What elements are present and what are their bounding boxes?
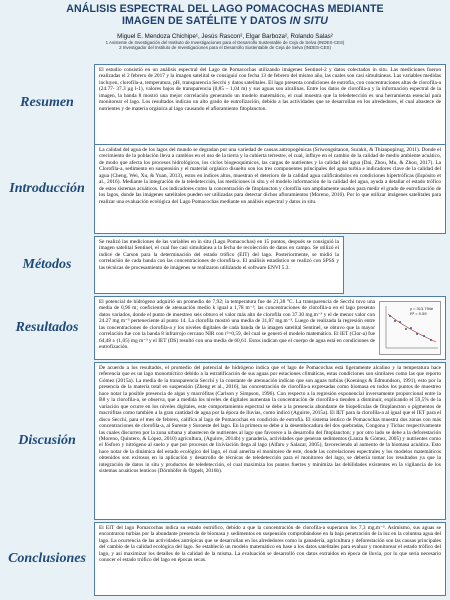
section-conclusiones xyxy=(0,522,450,596)
section-metodos xyxy=(0,236,450,294)
section-resultados xyxy=(0,296,450,360)
affiliation-2: 2 Investigador del Instituto de Investigaciones para el Desarrollo Sustentable de Ceja de Selva (INDES-CES) xyxy=(119,45,331,51)
regression-plot xyxy=(380,302,440,354)
title-line-2: IMAGEN DE SATÉLITE Y DATOS xyxy=(121,15,290,27)
section-text-discusion: De acuerdo a los resultados, el promedio del potencial de hidrógeno indica que el lago de Pomacochas está ligeramente alcalino y la temperatura hace referencia que es un lago monomíctico debido a la estratificación de sus aguas por estaciones climáticas, estas condiciones son similares como las que reporto Gómez (2015a). La media de la transparencia Secchi y la constante de atenuación indican que son aguas turbias (Koenings & Edmundson, 1991), esto por la presencia de la materia total en suspensión (Zheng et al., 2016), las concentración de clorofila-a expresadas como biomasa en todos los puntos de muestreo hace notar la posible presencia de algas y macrófitas (Carlson y Simpson, 1996). Con respecto a la regresión exponencial inversamente proporcional entre la B8 y la clorofila-a, se observa, que a medida los niveles de digitales aumentan la concentración de clorofila-a tienden a disminuir, explicando el 59,5% de la variación que ocurre en los niveles digitales, este comportamiento espectral se debe a la presencia abundante de biopelículas de fitoplancton o pigmentos de macrófitas como también a la gran cantidad de agua por la época de lluvias, como indicó (Aguirre, 2015a). El IET para la clorofila-a al igual que el IET para el disco Secchi, para el mes de febrero, califica al lago de Pomacochas en condición de eutrofia. El sistema lentico de Pomacochas muestra dos zonas con más concentraciones de clorofila-a, al Sureste y Suroeste del lago. En la primera se debe a la desembocadura del dos quebradas, Congona y Tichac respectivamente las cuales discurren por la zona urbana y abastecen de nutrientes al lago que favorece a la desarrollo del fitoplancton; y por otro lado se debe a la deforestación (Moreno, Quintero, & López, 2010) agricultura, (Aguirre, 2014b) y ganadería, actividades que generan sedimentos (Lanza & Gómez, 2005) y nutrientes como el fósforo y nitrógeno al suelo y que por procesos de lixiviación llega al lago (Alfaro y Salazar, 2005), favoreciendo al aumento de la biomasa acuática. Esto hace notar de la dinámica del estado ecológico del lago, el cual amerita el monitoreo de este, donde las correlaciones espectrales y los modelos matemáticos obtenidos son exitosos en la aplicación y desarrollo de técnicas de teledetección para el monitoreo del lago, se debería tomar los resultados ya que la integración de datos in situ y productos de teledetección, el cual maximiza los puntos fuertes y minimiza las debilidades existentes en la vigilancia de los sistemas acuáticos lenticos (Dörnhöfer & Oppelt, 2016b). xyxy=(94,362,446,520)
title-line-1: ANÁLISIS ESPECTRAL DEL LAGO POMACOCHAS MEDIANTE xyxy=(66,3,384,15)
regression-r2: R² = 0.59 xyxy=(410,311,427,316)
poster-title xyxy=(0,3,450,27)
section-label-metodos: Métodos xyxy=(22,257,72,272)
authors: Miguel E. Mendoza Chichipe¹, Jesús Rascon², Elgar Barboza², Rolando Salas² xyxy=(117,33,333,40)
section-label-resumen: Resumen xyxy=(20,95,74,110)
section-discusion xyxy=(0,362,450,520)
section-label-conclusiones: Conclusiones xyxy=(8,551,86,566)
poster-header xyxy=(0,0,450,58)
section-text-metodos: Se realizó las mediciones de las variables en in situ (Lago Pomacochas) en 15 puntos, después se consiguió la imagen satelital Sentinel, el cual fue casi simultánea a la fecha de recolección de datos en campo. Se utilizó el índice de Carson para la determinación del estado trófico (EIT) del lago. Posteriormente, se midió la correlación de cada banda con las concentraciones de clorofila-a. El análisis estadístico se realizó con SPSS y las técnicas de procesamiento de imágenes se realizaron utilizando el software ENVI 5.3. xyxy=(94,236,344,294)
section-label-resultados: Resultados xyxy=(15,320,79,335)
section-text-resumen: El estudio consistió en un análisis espectral del Lago de Pomacochas utilizando imágenes Sentinel-2 y datos colectados in situ. Las mediciones fueron realizadas el 2 febrero de 2017 y la imagen satelital se consiguió con fecha 13 de febrero del mismo año, las cuales son casi simultáneas. Las variables medidas incluyen, clorofila-a, temperatura, pH, transparencia Secchi y datos satelitales. El lago presenta condiciones de eutrofia, con concentraciones altas de clorofila-a (24.77- 37.3 µg l-1), valores bajos de transparencia (0,85 – 1,04 m) y sus aguas son alcalinas. Entre los datos de clorofila-a y la información espectral de la imagen, la banda 8 mostró una mejor correlación generando un modelo matemático, el cual muestra que la teledetección es una herramienta esencial para monitorear el lago. Los resultados indican un alto grado de eutrofización, debido a las actividades que se desarrollan en los alrededores, el cual abastece de nutrientes y de materia orgánica al lago causando el afloramiento fitoplancton. xyxy=(94,64,446,148)
section-text-resultados: El potencial de hidrógeno adquirió un promedio de 7,92; la temperatura fue de 21,38 °C. La transparencia de Secchi tuvo una media de 0,96 m; coeficiente de atenuación medio k igual a 1,78 m⁻¹; las concentraciones de clorofila-a en el lago presento datos variados, donde el punto de muestreo seis obtuvo el valor más alto de clorofila con 37.30 mg.m⁻³ y el de menor valor con 24.27 mg m⁻³ perteneciente al punto 14. La clorofila mostró una media de 31,87 mg.m⁻³. Luego de realizada la regresión entre las concentraciones de clorofila-a y los niveles digitales de cada banda de la imagen satelital Sentinel, se obtuvo que la mayor correlación fue con la banda 8 infrarrojo cercano NIR con r²=0,59, del cual se generó el modelo matemático. El IET (Clor-a) fue 64,48 ± (1,05) mg m⁻³ y el IET (DS) resultó con una media de 60,61. Estos indican que el cuerpo de agua está en condiciones de eutrofización. xyxy=(99,299,375,351)
section-label-introduccion: Introducción xyxy=(9,181,85,196)
section-introduccion xyxy=(0,144,450,234)
section-label-discusion: Discusión xyxy=(18,433,76,448)
section-text-introduccion: La calidad del agua de los lagos del mundo se degradan por una variedad de causas antropogénicas (Sriwongsitanon, Surakit, & Thianpopirug, 2011). Donde el crecimiento de la población lleva a cambios en el uso de la tierra y la cubierta terrestre, el cual, influye en el cambio de la calidad de medio ambiente acuático, de modo que afecta los procesos hidrológicos, los ciclos biogeoquímicos, las cargas de nutrientes y la calidad del agua (Dai, Zhou, Mu, & Zhou, 2017). La Clorofila-a, sedimento en suspensión y el material orgánico disuelto son los tres componentes principales del agua turbia e indicadores clave de la calidad del agua (Cheng, Wei, Xu, & Yuan, 2013), estos en índices altos, muestran el deterioro de la calidad agua calificándolos en condiciones hipertróficas (Espósito et al., 2016). Mediante la integración de la teledetección, las mediciones in situ y el modelo información de la calidad del agua, ayuda a detallar el estado trófico de estos sistemas acuáticos. Los indicadores como la concentración de fitoplancton y clorofila son ampliamente usados para medir el grado de eutrofización de los lagos, donde las imágenes satelitales pueden ser utilizadas para detectar dichos afloramientos (Moreno, 2016). Por lo que utilizar imágenes satelitales para realizar una evaluación ecológica del Lago Pomacochas mediante un análisis espectral y datos in situ. xyxy=(94,144,446,234)
title-in-situ: IN SITU xyxy=(289,15,329,27)
section-box-resultados xyxy=(94,296,446,360)
section-text-conclusiones: El EIT del lago Pomacochas indica su estado eutrófico, debido a que la concentración de clorofila-a superaron los 7,3 mg.m⁻³. Asimismo, sus aguas se encontraron turbias por la abundante presencia de biomasa y sedimentos en suspensión comprobándose en la baja penetración de la luz en la columna agua del lago. La ocurrencia de las actividades antrópicas que se desarrollan en los alrededores como la ganadería, agricultura y deforestación son las causas principales del cambio de la calidad ecológica del lago. Se estableció un modelo matemático en base a los datos satelitales para evaluar y monitorear el estado trófico del lago, y así maximizar los detalles de la calidad de la misma. La evaluación se desarrolló con datos extraídos en época de lluvia, por lo que sería necesario conocer el estado trófico del lago en épocas secas. xyxy=(94,522,446,596)
affiliation-1: 1 Asistente de Investigación del Instituto de Investigaciones para el Desarrollo Sustentable de Ceja de Selva (INDES-CES) xyxy=(105,40,345,45)
regression-chart xyxy=(379,301,441,355)
regression-equation: y = 313.794e xyxy=(410,306,434,311)
